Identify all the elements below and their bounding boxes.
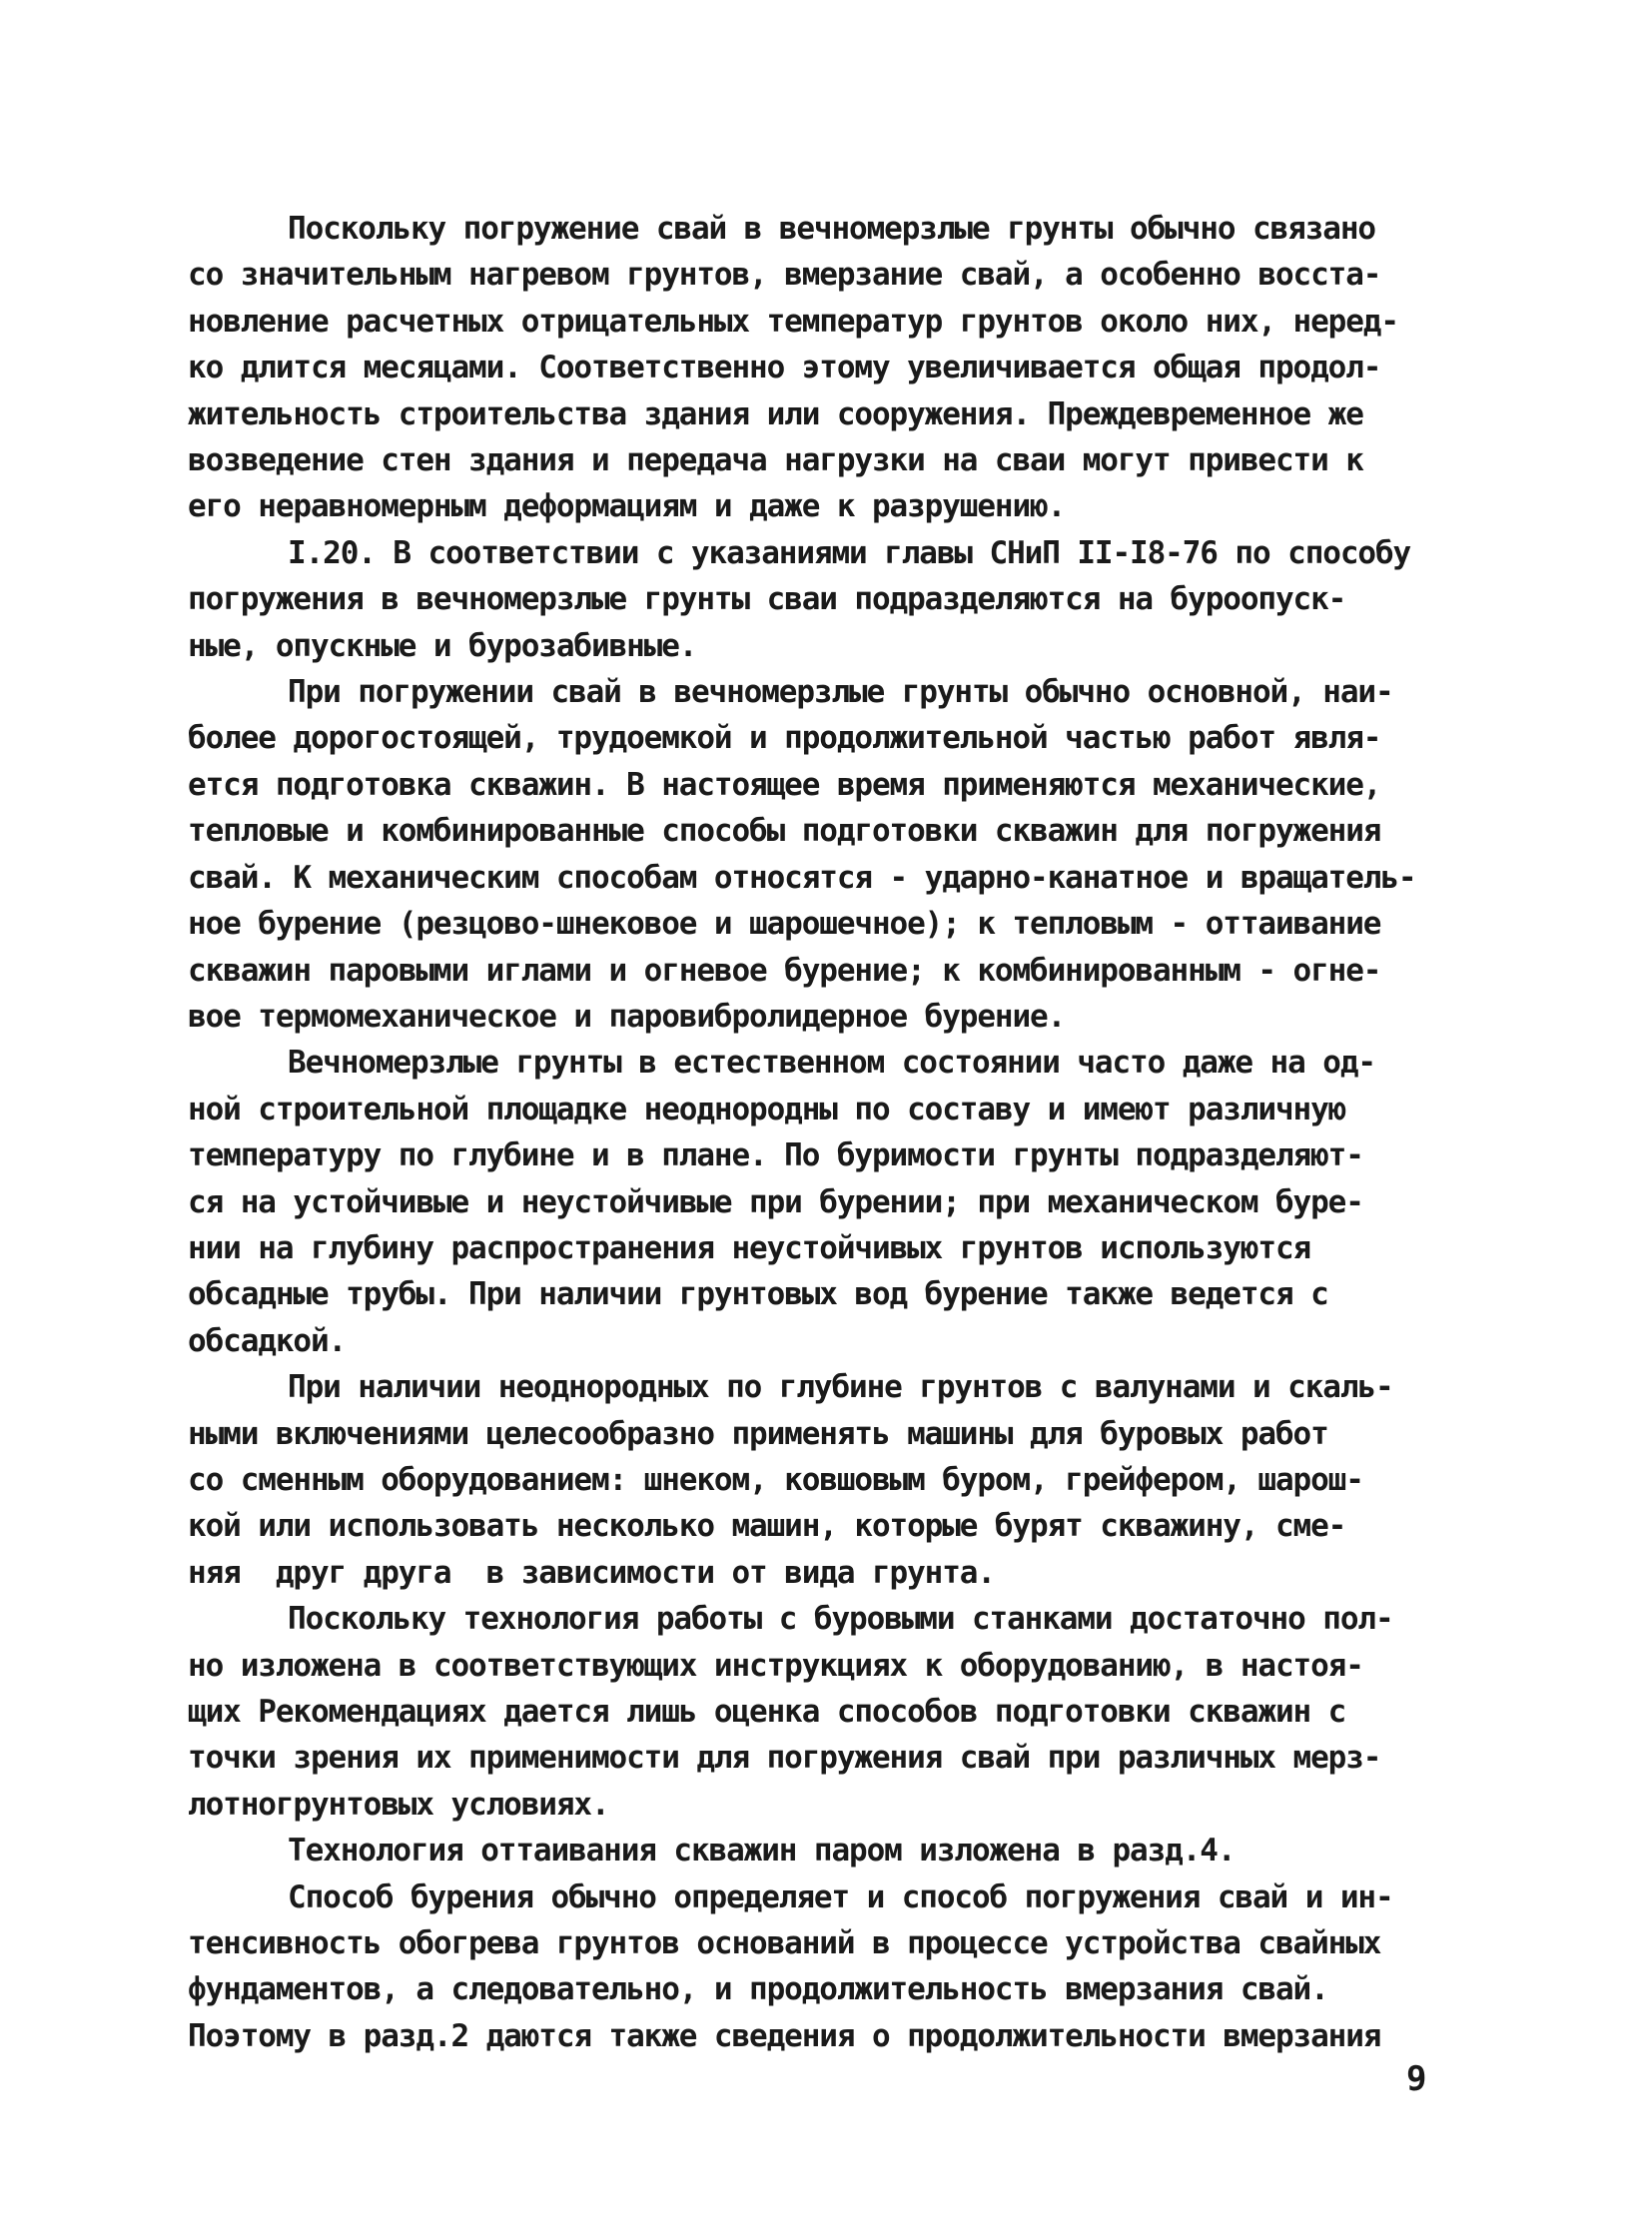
text-line: лотногрунтовых условиях. xyxy=(188,1786,609,1823)
text-line: Поэтому в разд.2 даются также сведения о продолжительности вмерзания xyxy=(188,2017,1381,2054)
paragraph-7 xyxy=(188,1828,1476,1873)
text-line: Способ бурения обычно определяет и способ погружения свай и ин- xyxy=(288,1878,1393,1915)
text-line: более дорогостоящей, трудоемкой и продолжительной частью работ явля- xyxy=(188,720,1381,757)
text-line: ными включениями целесообразно применять машины для буровых работ xyxy=(188,1415,1328,1452)
text-line: точки зрения их применимости для погружения свай при различных мерз- xyxy=(188,1740,1381,1777)
text-line: температуру по глубине и в плане. По буримости грунты подразделяют- xyxy=(188,1137,1363,1174)
paragraph-3 xyxy=(188,669,1476,1040)
text-line: ное бурение (резцово-шнековое и шарошечное); к тепловым - оттаивание xyxy=(188,906,1381,943)
text-line: ко длится месяцами. Соответственно этому увеличивается общая продол- xyxy=(188,350,1381,386)
text-line: Поскольку технология работы с буровыми станками достаточно пол- xyxy=(288,1601,1393,1638)
text-line: скважин паровыми иглами и огневое бурение; к комбинированным - огне- xyxy=(188,952,1381,989)
body-text xyxy=(188,206,1476,2059)
paragraph-6 xyxy=(188,1596,1476,1828)
text-line: Вечномерзлые грунты в естественном состоянии часто даже на од- xyxy=(288,1045,1375,1082)
text-line: При наличии неоднородных по глубине грунтов с валунами и скаль- xyxy=(288,1369,1393,1406)
text-line: погружения в вечномерзлые грунты сваи подразделяются на буроопуск- xyxy=(188,581,1346,618)
text-line: но изложена в соответствующих инструкциях к оборудованию, в настоя- xyxy=(188,1647,1363,1684)
text-line: тепловые и комбинированные способы подготовки скважин для погружения xyxy=(188,813,1381,850)
text-line: тенсивность обогрева грунтов оснований в процессе устройства свайных xyxy=(188,1925,1381,1962)
text-line: нии на глубину распространения неустойчивых грунтов используются xyxy=(188,1229,1311,1266)
text-line: ется подготовка скважин. В настоящее время применяются механические, xyxy=(188,766,1381,803)
paragraph-1 xyxy=(188,206,1476,530)
paragraph-2 xyxy=(188,530,1476,669)
text-line: ной строительной площадке неоднородны по составу и имеют различную xyxy=(188,1091,1346,1127)
text-line: кой или использовать несколько машин, которые бурят скважину, сме- xyxy=(188,1508,1346,1545)
text-line: ные, опускные и бурозабивные. xyxy=(188,627,697,664)
text-line: ся на устойчивые и неустойчивые при бурении; при механическом буре- xyxy=(188,1183,1363,1220)
text-line: обсадкой. xyxy=(188,1322,347,1359)
text-line: новление расчетных отрицательных температур грунтов около них, неред- xyxy=(188,303,1398,340)
paragraph-5 xyxy=(188,1364,1476,1596)
text-line: фундаментов, а следовательно, и продолжительность вмерзания свай. xyxy=(188,1971,1328,2008)
paragraph-4 xyxy=(188,1040,1476,1364)
text-line: возведение стен здания и передача нагрузки на сваи могут привести к xyxy=(188,442,1363,479)
paragraph-8 xyxy=(188,1874,1476,2060)
text-line: жительность строительства здания или сооружения. Преждевременное же xyxy=(188,395,1363,432)
text-line: При погружении свай в вечномерзлые грунты обычно основной, наи- xyxy=(288,674,1393,711)
text-line: I.20. В соответствии с указаниями главы СНиП II-I8-76 по способу xyxy=(288,534,1411,571)
text-line: вое термомеханическое и паровибролидерное бурение. xyxy=(188,998,1066,1035)
text-line: со сменным оборудованием: шнеком, ковшовым буром, грейфером, шарош- xyxy=(188,1461,1363,1498)
text-line: Поскольку погружение свай в вечномерзлые грунты обычно связано xyxy=(288,211,1375,247)
text-line: Технология оттаивания скважин паром изложена в разд.4. xyxy=(288,1833,1236,1869)
text-line: свай. К механическим способам относятся - ударно-канатное и вращатель- xyxy=(188,859,1416,896)
page-number: 9 xyxy=(1406,2059,1427,2099)
text-line: со значительным нагревом грунтов, вмерзание свай, а особенно восста- xyxy=(188,257,1381,294)
text-line: няя друг друга в зависимости от вида грунта. xyxy=(188,1554,995,1591)
text-line: обсадные трубы. При наличии грунтовых вод бурение также ведется с xyxy=(188,1276,1328,1313)
text-line: его неравномерным деформациям и даже к разрушению. xyxy=(188,488,1066,525)
text-line: щих Рекомендациях дается лишь оценка способов подготовки скважин с xyxy=(188,1694,1346,1730)
